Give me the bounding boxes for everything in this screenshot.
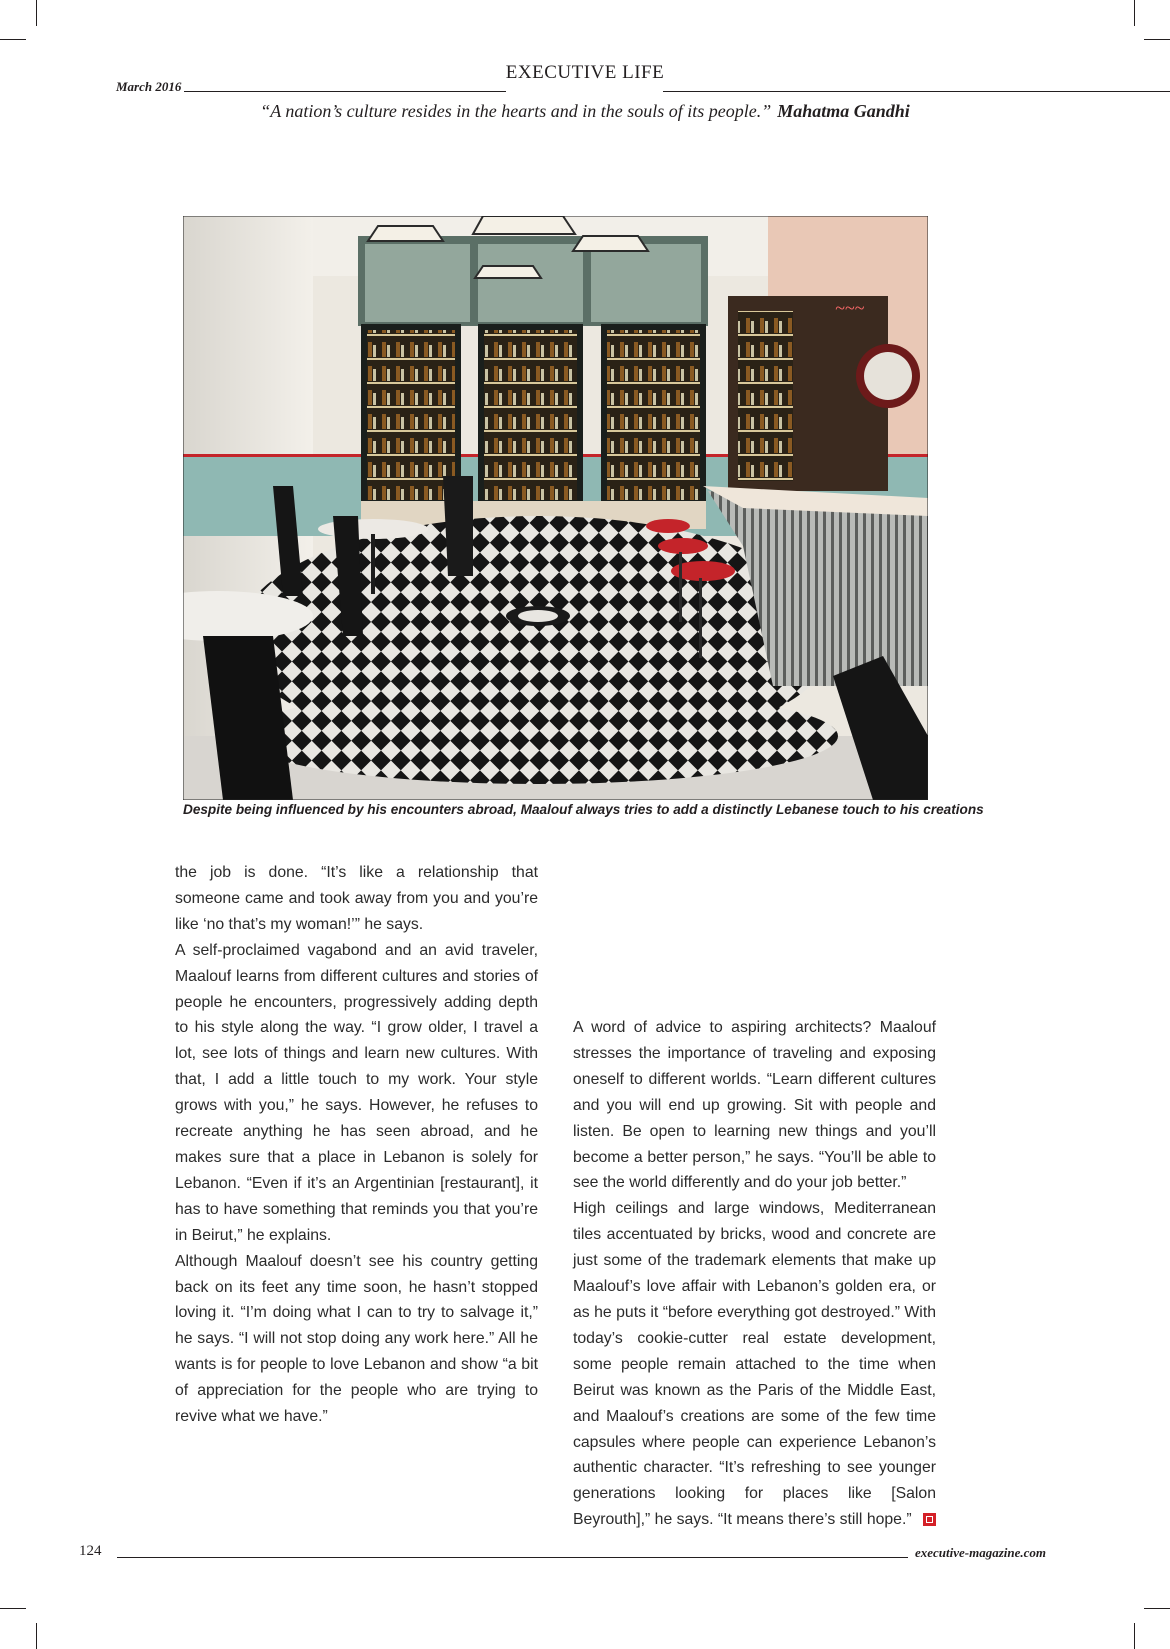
end-of-article-icon bbox=[923, 1513, 936, 1526]
quote-text: “A nation’s culture resides in the hearts and in the souls of its people.” bbox=[260, 101, 772, 121]
article-column-1 bbox=[175, 860, 538, 1430]
crop-mark bbox=[36, 0, 37, 26]
header-rule bbox=[184, 91, 506, 92]
website-link[interactable]: executive-magazine.com bbox=[915, 1545, 1047, 1560]
crop-mark bbox=[1144, 39, 1170, 40]
photo-caption: Despite being influenced by his encounters abroad, Maalouf always tries to add a distinctly Lebanese touch to his creations bbox=[183, 802, 984, 817]
crop-mark bbox=[1134, 1623, 1135, 1649]
article-column-2 bbox=[573, 1015, 936, 1533]
paragraph: A self-proclaimed vagabond and an avid traveler, Maalouf learns from different cultures and stories of people he encounters, progressively adding depth to his style along the way. “I grow older, I travel a lot, see lots of things and learn new cultures. With that, I add a little touch to my work. Your style grows with you,” he says. However, he refuses to recreate anything he has seen abroad, and he makes sure that a place in Lebanon is solely for Lebanon. “Even if it’s an Argentinian [restaurant], it has to have something that reminds you that you’re in Beirut,” he explains. bbox=[175, 941, 538, 1244]
footer-rule bbox=[117, 1557, 908, 1558]
paragraph: A word of advice to aspiring architects? Maalouf stresses the importance of traveling and exposing oneself to different worlds. “Learn different cultures and you will end up growing. Sit with people and listen. Be open to learning new things and you’ll become a better person,” he says. “You’ll be able to see the world differently and do your job better.” bbox=[573, 1019, 936, 1192]
paragraph: the job is done. “It’s like a relationship that someone came and took away from you and you’re like ‘no that’s my woman!’” he says. bbox=[175, 864, 538, 933]
section-title: EXECUTIVE LIFE bbox=[505, 62, 665, 83]
paragraph-text: High ceilings and large windows, Mediterranean tiles accentuated by bricks, wood and concrete are just some of the trademark elements that make up Maalouf’s love affair with Lebanon’s golden era, or as he puts it “before everything got destroyed.” With today’s cookie-cutter real estate development, some people remain attached to the time when Beirut was known as the Paris of the Middle East, and Maalouf’s creations are some of the few time capsules where people can experience Lebanon’s authentic character. “It’s refreshing to see younger generations looking for places like [Salon Beyrouth],” he says. “It means there’s still hope.” bbox=[573, 1200, 936, 1529]
crop-mark bbox=[36, 1623, 37, 1649]
crop-mark bbox=[1134, 0, 1135, 26]
neon-sign: ~~~ bbox=[835, 298, 865, 318]
crop-mark bbox=[0, 39, 26, 40]
paragraph: Although Maalouf doesn’t see his country getting back on its feet any time soon, he hasn’t stopped loving it. “I’m doing what I can to try to salvage it,” he says. “I will not stop doing any work here.” All he wants is for people to love Lebanon and show “a bit of appreciation for the people who are trying to revive what we have.” bbox=[175, 1252, 538, 1426]
header-rule bbox=[663, 91, 1170, 92]
issue-date: March 2016 bbox=[116, 79, 182, 94]
page-quote bbox=[0, 101, 1170, 122]
page-number: 124 bbox=[79, 1543, 102, 1559]
paragraph bbox=[573, 1196, 936, 1533]
bar-interior-photo bbox=[183, 216, 928, 800]
quote-author: Mahatma Gandhi bbox=[777, 101, 910, 121]
crop-mark bbox=[0, 1608, 26, 1609]
crop-mark bbox=[1144, 1608, 1170, 1609]
